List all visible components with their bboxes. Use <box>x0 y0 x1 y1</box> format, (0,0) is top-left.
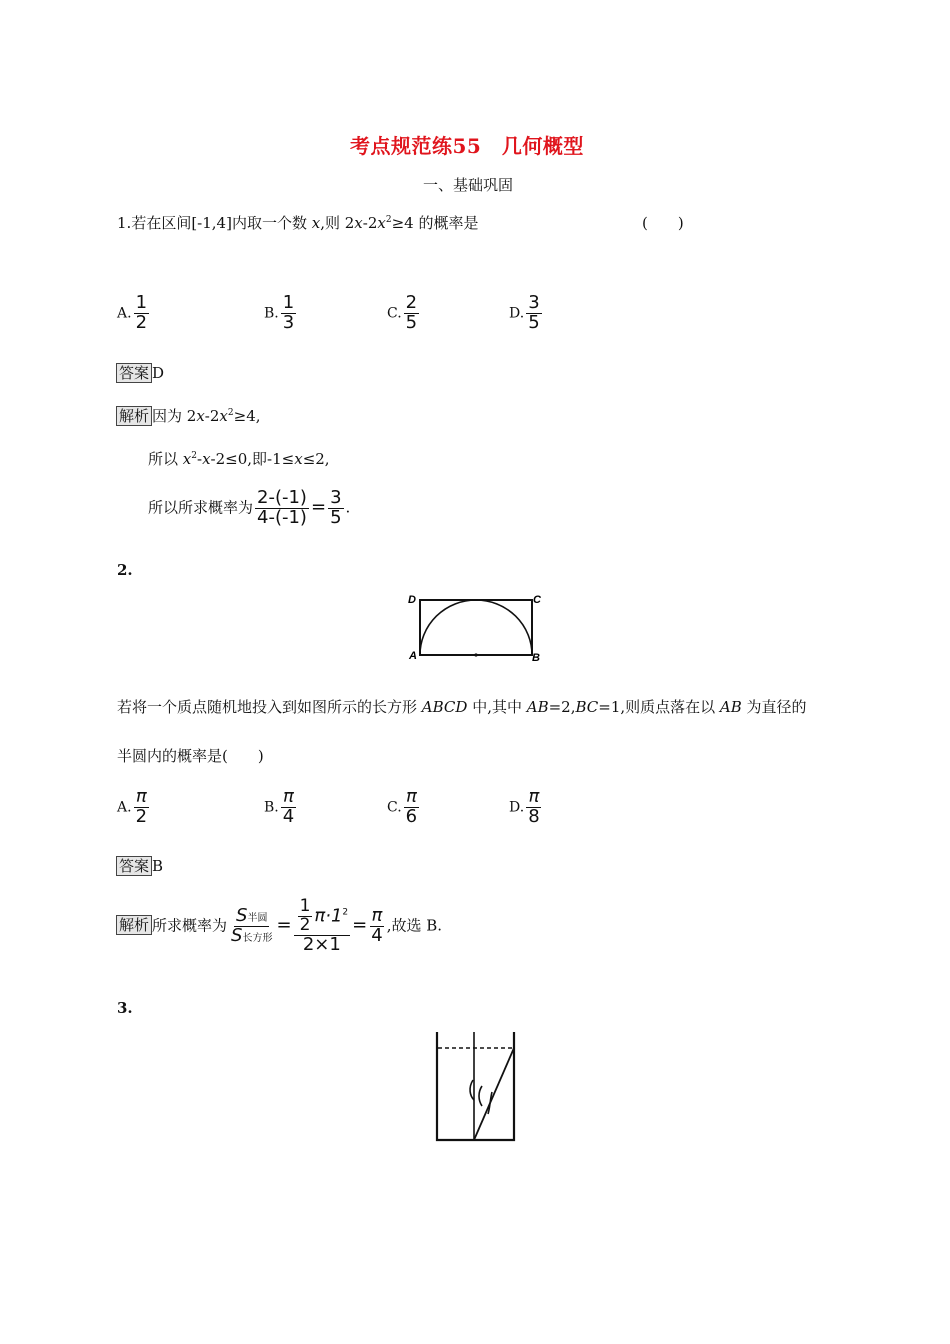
variable-x: x <box>202 450 211 468</box>
option-letter: A. <box>117 305 132 322</box>
diagonal-line <box>474 1048 514 1140</box>
fraction <box>328 489 343 528</box>
stem-var: BC <box>575 698 599 716</box>
analysis-text: 所以 <box>148 450 183 468</box>
denominator: 6 <box>405 805 418 827</box>
section-heading: 一、基础巩固 <box>423 176 514 194</box>
option-d[interactable] <box>509 294 544 333</box>
numerator: 2 <box>405 292 418 313</box>
answer-value: D <box>152 364 165 382</box>
numerator: 2-(-1) <box>257 487 307 508</box>
analysis-line-1 <box>116 405 261 426</box>
equals-sign: = <box>276 914 292 936</box>
fraction <box>526 294 541 333</box>
variable-x: x <box>311 214 321 232</box>
question-2-stem-line-2: 半圆内的概率是( ) <box>117 747 264 765</box>
stem-text: =1,则质点落在以 <box>598 698 720 716</box>
subscript: 长方形 <box>242 932 273 944</box>
analysis-line-3 <box>148 489 350 528</box>
fraction <box>229 904 274 946</box>
numerator: 1 <box>282 292 295 313</box>
denominator: 2 <box>135 311 148 333</box>
question-1-stem <box>117 212 478 233</box>
option-c[interactable] <box>387 294 421 333</box>
equals-sign: = <box>310 496 327 518</box>
option-letter: C. <box>387 305 402 322</box>
numerator: π <box>283 786 294 807</box>
option-a[interactable] <box>117 294 151 333</box>
denominator: 4-(-1) <box>257 506 307 528</box>
stem-text: ,则 2 <box>320 214 355 232</box>
option-letter: B. <box>264 799 279 816</box>
stem-text: 若在区间[-1,4]内取一个数 <box>131 214 312 232</box>
denominator: 2 <box>135 805 148 827</box>
fraction <box>404 788 419 827</box>
option-letter: B. <box>264 305 279 322</box>
analysis-text: . <box>345 498 351 517</box>
variable-x: x <box>219 407 228 425</box>
beaker-figure <box>430 1028 525 1146</box>
analysis-line-2 <box>148 448 330 469</box>
analysis-formula <box>116 898 442 955</box>
denominator: 5 <box>330 506 342 528</box>
area-symbol: S <box>236 904 248 926</box>
question-number: 3. <box>117 999 133 1017</box>
stem-text: -2 <box>362 214 378 232</box>
numerator: π <box>405 786 417 807</box>
fraction <box>255 489 309 528</box>
rectangle-abcd <box>420 600 532 655</box>
analysis-text: 因为 2 <box>152 407 197 425</box>
denominator: 5 <box>405 311 418 333</box>
fraction <box>298 898 313 935</box>
option-letter: C. <box>387 799 402 816</box>
denominator <box>229 924 274 946</box>
variable-x: x <box>196 407 205 425</box>
answer-blank: ( ) <box>642 214 684 232</box>
fraction <box>404 294 419 333</box>
numerator: 1 <box>299 896 311 916</box>
question-number: 2. <box>117 561 133 579</box>
variable-x: x <box>294 450 303 468</box>
analysis-text: - <box>196 450 203 468</box>
numerator: π <box>135 786 147 807</box>
variable-x: x <box>354 214 363 232</box>
exponent: 2 <box>191 451 197 461</box>
denominator: 4 <box>371 924 383 946</box>
denominator: 2 <box>299 914 311 935</box>
analysis-tag: 解析 <box>116 406 152 426</box>
fraction <box>281 294 296 333</box>
option-d[interactable] <box>509 788 544 827</box>
question-2-stem-line-1 <box>117 696 807 717</box>
fraction <box>134 788 149 827</box>
analysis-text: ≥4, <box>233 407 261 425</box>
fraction <box>134 294 149 333</box>
analysis-text: 所求概率为 <box>152 916 228 935</box>
numerator: 1 <box>135 292 148 313</box>
exponent: 2 <box>227 408 234 418</box>
label-c: C <box>533 594 541 606</box>
answer-value: B <box>152 857 164 875</box>
stem-text: 为直径的 <box>741 698 807 716</box>
question-number: 1. <box>117 214 132 232</box>
label-b: B <box>532 652 540 664</box>
option-b[interactable] <box>264 294 298 333</box>
numerator: π <box>528 786 540 807</box>
area-symbol: S <box>231 924 243 946</box>
stem-var: ABCD <box>421 698 468 716</box>
page-title: 考点规范练55 几何概型 <box>350 134 584 158</box>
numerator: 3 <box>528 292 540 313</box>
center-point <box>474 653 477 656</box>
analysis-tag: 解析 <box>116 915 152 935</box>
denominator: 8 <box>528 805 540 827</box>
stem-var: AB <box>719 698 742 716</box>
option-c[interactable] <box>387 788 421 827</box>
numerator: 3 <box>330 487 342 508</box>
denominator: 3 <box>282 311 295 333</box>
fraction <box>369 904 384 946</box>
numerator: π <box>371 904 383 926</box>
fraction <box>294 898 351 955</box>
answer-line <box>116 855 163 876</box>
fraction <box>281 788 296 827</box>
denominator: 2×1 <box>302 933 341 955</box>
rectangle-semicircle-figure <box>405 590 545 666</box>
label-d: D <box>408 594 416 606</box>
analysis-text: ,故选 B. <box>386 916 443 935</box>
analysis-text: 所以所求概率为 <box>148 498 254 517</box>
variable-x: x <box>377 214 386 232</box>
label-a: A <box>409 650 417 662</box>
subscript: 半圆 <box>247 912 268 924</box>
exponent: 2 <box>385 215 392 225</box>
denominator: 4 <box>282 805 295 827</box>
exponent: 2 <box>342 907 349 918</box>
answer-line <box>116 362 164 383</box>
option-letter: A. <box>117 799 132 816</box>
option-a[interactable] <box>117 788 151 827</box>
stem-var: AB <box>526 698 549 716</box>
answer-tag: 答案 <box>116 363 152 383</box>
answer-tag: 答案 <box>116 856 152 876</box>
variable-x: x <box>182 450 192 468</box>
denominator: 5 <box>528 311 540 333</box>
analysis-text: -2 <box>204 407 220 425</box>
stem-text: 若将一个质点随机地投入到如图所示的长方形 <box>117 698 422 716</box>
stem-text: ≥4 的概率是 <box>391 214 479 232</box>
numerator <box>294 898 351 936</box>
semicircle-arc <box>420 600 532 655</box>
option-letter: D. <box>509 799 525 816</box>
option-letter: D. <box>509 305 525 322</box>
option-b[interactable] <box>264 788 298 827</box>
stem-text: =2, <box>548 698 576 716</box>
equals-sign: = <box>352 914 368 936</box>
stem-text: 中,其中 <box>467 698 527 716</box>
pi-term: π·1 <box>314 905 343 927</box>
fraction <box>526 788 541 827</box>
analysis-text: ≤2, <box>302 450 330 468</box>
analysis-text: -2≤0,即-1≤ <box>210 450 295 468</box>
